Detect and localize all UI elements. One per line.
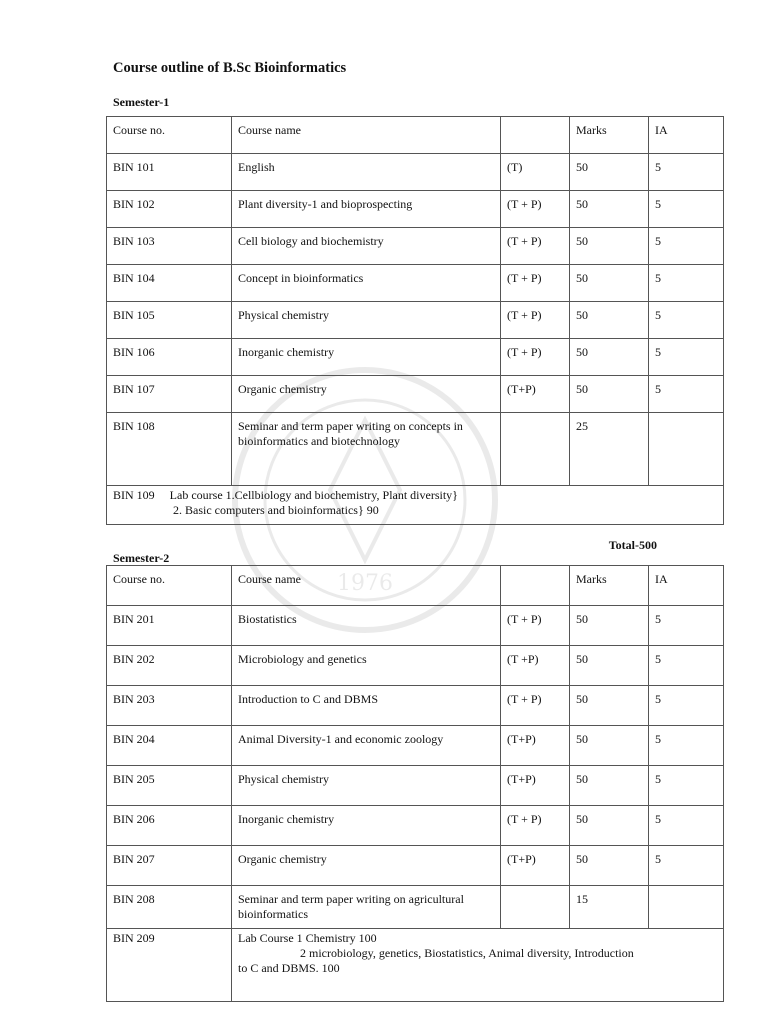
course-type: (T+P) bbox=[501, 376, 570, 413]
course-marks: 50 bbox=[570, 766, 649, 806]
course-no: BIN 108 bbox=[107, 413, 232, 486]
course-type: (T+P) bbox=[501, 726, 570, 766]
course-marks: 50 bbox=[570, 686, 649, 726]
lab-course-no: BIN 109 bbox=[113, 488, 155, 502]
course-ia bbox=[649, 886, 724, 929]
course-type bbox=[501, 413, 570, 486]
semester-2-table bbox=[106, 565, 724, 1002]
table-row bbox=[107, 606, 724, 646]
table-row bbox=[107, 302, 724, 339]
course-name: English bbox=[232, 154, 501, 191]
course-marks: 50 bbox=[570, 154, 649, 191]
course-ia: 5 bbox=[649, 806, 724, 846]
header-course-name: Course name bbox=[232, 117, 501, 154]
course-no: BIN 105 bbox=[107, 302, 232, 339]
course-no: BIN 104 bbox=[107, 265, 232, 302]
course-marks: 50 bbox=[570, 846, 649, 886]
course-type: (T+P) bbox=[501, 766, 570, 806]
course-type bbox=[501, 886, 570, 929]
course-no: BIN 206 bbox=[107, 806, 232, 846]
course-ia: 5 bbox=[649, 646, 724, 686]
semester-1-label: Semester-1 bbox=[113, 95, 170, 109]
page-title: Course outline of B.Sc Bioinformatics bbox=[113, 60, 347, 76]
course-marks: 50 bbox=[570, 339, 649, 376]
course-no: BIN 203 bbox=[107, 686, 232, 726]
header-marks: Marks bbox=[570, 566, 649, 606]
course-marks: 50 bbox=[570, 606, 649, 646]
course-type: (T + P) bbox=[501, 339, 570, 376]
course-no: BIN 106 bbox=[107, 339, 232, 376]
course-type: (T+P) bbox=[501, 846, 570, 886]
course-name: Biostatistics bbox=[232, 606, 501, 646]
course-type: (T + P) bbox=[501, 302, 570, 339]
course-name: Physical chemistry bbox=[232, 766, 501, 806]
header-type bbox=[501, 117, 570, 154]
course-type: (T + P) bbox=[501, 806, 570, 846]
course-type: (T + P) bbox=[501, 228, 570, 265]
table-row bbox=[107, 413, 724, 486]
semester-1-total: Total-500 bbox=[608, 538, 657, 552]
course-name: Organic chemistry bbox=[232, 846, 501, 886]
table-row bbox=[107, 886, 724, 929]
course-marks: 50 bbox=[570, 806, 649, 846]
course-type: (T + P) bbox=[501, 686, 570, 726]
course-marks: 50 bbox=[570, 228, 649, 265]
table-row bbox=[107, 191, 724, 228]
lab-course-no: BIN 209 bbox=[107, 929, 232, 1002]
course-type: (T) bbox=[501, 154, 570, 191]
course-ia: 5 bbox=[649, 686, 724, 726]
header-course-no: Course no. bbox=[107, 566, 232, 606]
course-no: BIN 102 bbox=[107, 191, 232, 228]
semester-2-label: Semester-2 bbox=[113, 551, 170, 565]
table-row bbox=[107, 228, 724, 265]
header-ia: IA bbox=[649, 117, 724, 154]
course-ia: 5 bbox=[649, 302, 724, 339]
lab-cell bbox=[232, 929, 724, 1002]
course-marks: 50 bbox=[570, 265, 649, 302]
table-header-row bbox=[107, 566, 724, 606]
course-no: BIN 204 bbox=[107, 726, 232, 766]
table-row bbox=[107, 339, 724, 376]
lab-row bbox=[107, 486, 724, 525]
course-ia: 5 bbox=[649, 228, 724, 265]
table-row bbox=[107, 686, 724, 726]
lab-row bbox=[107, 929, 724, 1002]
course-name: Seminar and term paper writing on agricultural bioinformatics bbox=[232, 886, 501, 929]
course-marks: 50 bbox=[570, 191, 649, 228]
course-ia: 5 bbox=[649, 265, 724, 302]
course-marks: 25 bbox=[570, 413, 649, 486]
course-ia: 5 bbox=[649, 191, 724, 228]
course-name: Microbiology and genetics bbox=[232, 646, 501, 686]
lab-cell bbox=[107, 486, 724, 525]
course-name: Animal Diversity-1 and economic zoology bbox=[232, 726, 501, 766]
table-header-row bbox=[107, 117, 724, 154]
course-name: Inorganic chemistry bbox=[232, 339, 501, 376]
course-no: BIN 208 bbox=[107, 886, 232, 929]
course-ia: 5 bbox=[649, 154, 724, 191]
course-type: (T + P) bbox=[501, 191, 570, 228]
table-row bbox=[107, 806, 724, 846]
course-ia: 5 bbox=[649, 339, 724, 376]
course-no: BIN 103 bbox=[107, 228, 232, 265]
course-name: Introduction to C and DBMS bbox=[232, 686, 501, 726]
table-row bbox=[107, 846, 724, 886]
course-type: (T + P) bbox=[501, 606, 570, 646]
course-ia: 5 bbox=[649, 376, 724, 413]
lab-line-2: 2 microbiology, genetics, Biostatistics, Animal diversity, Introduction bbox=[300, 946, 634, 960]
course-ia: 5 bbox=[649, 606, 724, 646]
semester-1-table bbox=[106, 116, 724, 525]
course-marks: 50 bbox=[570, 376, 649, 413]
table-row bbox=[107, 726, 724, 766]
table-row bbox=[107, 646, 724, 686]
table-row bbox=[107, 376, 724, 413]
header-marks: Marks bbox=[570, 117, 649, 154]
course-name: Plant diversity-1 and bioprospecting bbox=[232, 191, 501, 228]
course-no: BIN 202 bbox=[107, 646, 232, 686]
course-type: (T + P) bbox=[501, 265, 570, 302]
course-type: (T +P) bbox=[501, 646, 570, 686]
lab-line-3: to C and DBMS. 100 bbox=[238, 961, 340, 975]
course-name: Organic chemistry bbox=[232, 376, 501, 413]
table-row bbox=[107, 766, 724, 806]
course-name: Seminar and term paper writing on concepts in bioinformatics and biotechnology bbox=[232, 413, 501, 486]
header-course-name: Course name bbox=[232, 566, 501, 606]
course-name: Cell biology and biochemistry bbox=[232, 228, 501, 265]
course-no: BIN 207 bbox=[107, 846, 232, 886]
lab-line-2: 2. Basic computers and bioinformatics} 90 bbox=[173, 503, 379, 517]
course-ia bbox=[649, 413, 724, 486]
course-name: Physical chemistry bbox=[232, 302, 501, 339]
course-marks: 15 bbox=[570, 886, 649, 929]
header-type bbox=[501, 566, 570, 606]
course-no: BIN 107 bbox=[107, 376, 232, 413]
course-ia: 5 bbox=[649, 726, 724, 766]
course-no: BIN 201 bbox=[107, 606, 232, 646]
lab-line-1: Lab course 1.Cellbiology and biochemistry, Plant diversity} bbox=[169, 488, 458, 502]
course-no: BIN 205 bbox=[107, 766, 232, 806]
course-marks: 50 bbox=[570, 302, 649, 339]
course-name: Inorganic chemistry bbox=[232, 806, 501, 846]
header-course-no: Course no. bbox=[107, 117, 232, 154]
lab-line-1: Lab Course 1 Chemistry 100 bbox=[238, 931, 377, 945]
course-ia: 5 bbox=[649, 846, 724, 886]
course-marks: 50 bbox=[570, 726, 649, 766]
table-row bbox=[107, 154, 724, 191]
header-ia: IA bbox=[649, 566, 724, 606]
course-no: BIN 101 bbox=[107, 154, 232, 191]
course-marks: 50 bbox=[570, 646, 649, 686]
course-ia: 5 bbox=[649, 766, 724, 806]
course-name: Concept in bioinformatics bbox=[232, 265, 501, 302]
table-row bbox=[107, 265, 724, 302]
seal-year: 1976 bbox=[337, 571, 393, 596]
